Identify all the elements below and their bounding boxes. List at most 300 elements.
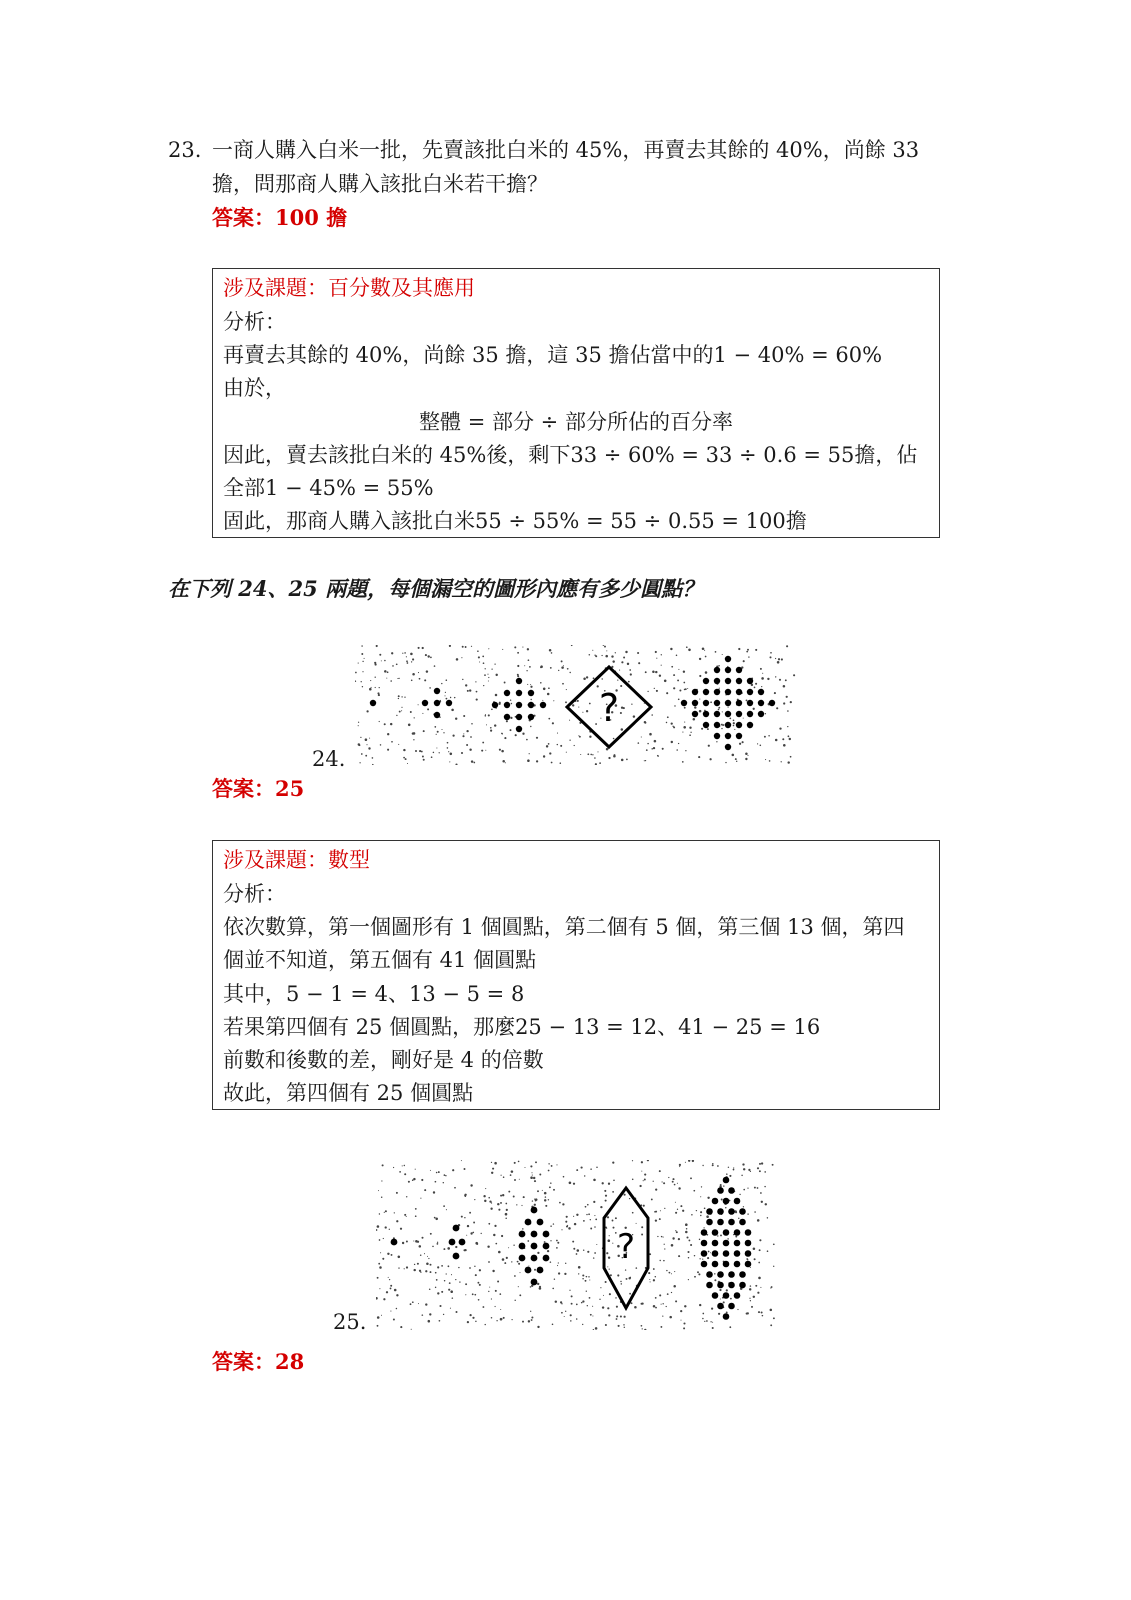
- speckle-noise: [508, 1191, 510, 1193]
- speckle-noise: [499, 1293, 501, 1295]
- speckle-noise: [697, 1271, 699, 1273]
- speckle-noise: [743, 660, 745, 662]
- speckle-noise: [655, 1276, 656, 1277]
- speckle-noise: [441, 683, 442, 684]
- speckle-noise: [450, 1308, 451, 1309]
- speckle-noise: [533, 1177, 535, 1179]
- speckle-noise: [588, 1276, 589, 1277]
- speckle-noise: [679, 689, 681, 691]
- speckle-noise: [589, 1297, 591, 1299]
- speckle-noise: [702, 1165, 703, 1166]
- dot: [703, 700, 709, 706]
- speckle-noise: [758, 1311, 760, 1313]
- speckle-noise: [362, 671, 363, 672]
- speckle-noise: [519, 1272, 520, 1273]
- speckle-noise: [444, 695, 445, 696]
- speckle-noise: [467, 690, 469, 692]
- speckle-noise: [437, 1292, 439, 1294]
- speckle-noise: [659, 675, 661, 677]
- speckle-noise: [376, 1229, 377, 1231]
- speckle-noise: [743, 1168, 745, 1170]
- speckle-noise: [382, 1258, 384, 1260]
- speckle-noise: [462, 679, 463, 680]
- speckle-noise: [748, 1169, 750, 1171]
- speckle-noise: [465, 1283, 467, 1285]
- speckle-noise: [399, 711, 401, 713]
- speckle-noise: [588, 1213, 590, 1215]
- speckle-noise: [448, 751, 449, 752]
- dot: [728, 1208, 735, 1215]
- speckle-noise: [542, 700, 543, 701]
- speckle-noise: [568, 1227, 571, 1230]
- speckle-noise: [708, 1251, 710, 1253]
- speckle-noise: [452, 734, 454, 736]
- speckle-noise: [655, 671, 657, 673]
- speckle-noise: [456, 658, 459, 661]
- speckle-noise: [544, 1199, 546, 1201]
- speckle-noise: [458, 1267, 459, 1268]
- speckle-noise: [556, 1247, 558, 1249]
- speckle-noise: [677, 679, 679, 681]
- speckle-noise: [361, 753, 363, 755]
- speckle-noise: [384, 670, 387, 673]
- speckle-noise: [607, 1216, 609, 1218]
- speckle-noise: [405, 758, 407, 760]
- speckle-noise: [757, 1219, 760, 1222]
- speckle-noise: [448, 1289, 450, 1291]
- speckle-noise: [513, 1196, 515, 1198]
- speckle-noise: [615, 652, 616, 653]
- speckle-noise: [737, 1309, 738, 1310]
- dot: [701, 1261, 708, 1268]
- speckle-noise: [729, 1175, 731, 1177]
- speckle-noise: [375, 687, 376, 688]
- dot: [739, 1282, 746, 1289]
- speckle-noise: [625, 1269, 626, 1270]
- speckle-noise: [711, 1308, 713, 1310]
- speckle-noise: [606, 1252, 608, 1254]
- speckle-noise: [666, 692, 668, 694]
- speckle-noise: [429, 1289, 431, 1291]
- speckle-noise: [390, 1311, 391, 1312]
- speckle-noise: [425, 1303, 427, 1305]
- speckle-noise: [449, 1282, 451, 1284]
- speckle-noise: [639, 1185, 641, 1187]
- speckle-noise: [704, 1321, 705, 1322]
- speckle-noise: [528, 1320, 530, 1322]
- speckle-noise: [548, 1163, 549, 1164]
- speckle-noise: [683, 671, 685, 673]
- speckle-noise: [786, 696, 788, 698]
- speckle-noise: [783, 744, 786, 747]
- speckle-noise: [615, 1217, 617, 1219]
- speckle-noise: [422, 1314, 424, 1316]
- speckle-noise: [561, 1312, 563, 1314]
- speckle-noise: [563, 1176, 565, 1178]
- speckle-noise: [693, 718, 696, 721]
- speckle-noise: [620, 685, 622, 687]
- speckle-noise: [439, 752, 440, 753]
- speckle-noise: [624, 1194, 626, 1196]
- speckle-noise: [511, 1170, 514, 1173]
- speckle-noise: [716, 741, 717, 742]
- speckle-noise: [494, 1162, 497, 1165]
- speckle-noise: [710, 701, 712, 703]
- speckle-noise: [361, 681, 362, 682]
- speckle-noise: [660, 1326, 662, 1328]
- speckle-noise: [590, 1314, 592, 1316]
- speckle-noise: [487, 1245, 489, 1247]
- speckle-noise: [590, 1228, 592, 1230]
- speckle-noise: [534, 1204, 536, 1206]
- speckle-noise: [723, 724, 725, 726]
- speckle-noise: [519, 1294, 521, 1296]
- speckle-noise: [617, 1274, 619, 1276]
- speckle-noise: [366, 744, 367, 745]
- speckle-noise: [491, 708, 493, 710]
- speckle-noise: [677, 1183, 678, 1184]
- speckle-noise: [578, 707, 579, 708]
- speckle-noise: [473, 1222, 475, 1224]
- speckle-noise: [398, 698, 399, 699]
- speckle-noise: [702, 647, 705, 650]
- speckle-noise: [371, 687, 372, 688]
- speckle-noise: [571, 645, 573, 646]
- speckle-noise: [396, 1192, 398, 1194]
- speckle-noise: [427, 1256, 428, 1257]
- speckle-noise: [605, 1200, 607, 1202]
- dot: [728, 1187, 735, 1194]
- speckle-noise: [682, 732, 683, 733]
- speckle-noise: [699, 710, 702, 713]
- speckle-noise: [680, 1310, 682, 1312]
- speckle-noise: [498, 1251, 501, 1254]
- speckle-noise: [747, 755, 748, 756]
- speckle-noise: [576, 1253, 578, 1255]
- speckle-noise: [400, 1228, 402, 1230]
- dot: [723, 1250, 730, 1257]
- speckle-noise: [437, 1266, 439, 1268]
- speckle-noise: [455, 1279, 456, 1280]
- speckle-noise: [494, 724, 496, 726]
- speckle-noise: [738, 648, 740, 650]
- speckle-noise: [535, 1161, 537, 1163]
- speckle-noise: [761, 1162, 763, 1164]
- speckle-noise: [571, 1295, 573, 1297]
- speckle-noise: [553, 700, 554, 701]
- speckle-noise: [529, 666, 531, 668]
- speckle-noise: [621, 759, 624, 762]
- speckle-noise: [576, 1169, 578, 1171]
- speckle-noise: [723, 1185, 724, 1186]
- speckle-noise: [465, 684, 467, 686]
- speckle-noise: [488, 1261, 490, 1263]
- speckle-noise: [401, 696, 402, 697]
- speckle-noise: [663, 1182, 665, 1184]
- speckle-noise: [592, 1315, 593, 1316]
- speckle-noise: [452, 1169, 454, 1171]
- speckle-noise: [455, 718, 457, 720]
- speckle-noise: [651, 1198, 653, 1200]
- speckle-noise: [593, 677, 595, 679]
- speckle-noise: [449, 761, 450, 762]
- speckle-noise: [685, 1231, 688, 1234]
- speckle-noise: [379, 687, 380, 688]
- speckle-noise: [582, 1300, 584, 1302]
- speckle-noise: [633, 715, 635, 717]
- speckle-noise: [759, 1249, 761, 1251]
- speckle-noise: [495, 1243, 497, 1245]
- speckle-noise: [654, 688, 655, 689]
- speckle-noise: [787, 761, 789, 763]
- speckle-noise: [743, 1189, 745, 1191]
- speckle-noise: [489, 1200, 491, 1202]
- speckle-noise: [518, 1161, 520, 1163]
- speckle-noise: [762, 1315, 764, 1317]
- speckle-noise: [544, 1192, 547, 1195]
- speckle-noise: [471, 723, 473, 725]
- speckle-noise: [590, 1219, 591, 1220]
- speckle-noise: [421, 1179, 423, 1181]
- speckle-noise: [582, 1324, 583, 1325]
- speckle-noise: [668, 1177, 669, 1178]
- dot: [728, 1271, 735, 1278]
- dot: [712, 1261, 719, 1268]
- speckle-noise: [455, 764, 457, 765]
- speckle-noise: [491, 1162, 492, 1163]
- speckle-noise: [684, 689, 686, 691]
- speckle-noise: [424, 1189, 426, 1191]
- speckle-noise: [550, 667, 552, 669]
- speckle-noise: [662, 748, 664, 750]
- speckle-noise: [597, 751, 598, 752]
- speckle-noise: [516, 1204, 517, 1205]
- speckle-noise: [391, 1254, 393, 1256]
- dot: [723, 1198, 730, 1205]
- speckle-noise: [712, 1322, 713, 1323]
- question-23-analysis-box: [212, 268, 940, 538]
- speckle-noise: [592, 754, 593, 755]
- speckle-noise: [768, 735, 770, 737]
- speckle-noise: [702, 1313, 704, 1315]
- speckle-noise: [397, 678, 398, 679]
- speckle-noise: [606, 748, 609, 751]
- speckle-noise: [620, 1315, 622, 1317]
- speckle-noise: [556, 1164, 557, 1165]
- speckle-noise: [396, 663, 398, 665]
- speckle-noise: [466, 730, 468, 732]
- speckle-noise: [601, 678, 602, 679]
- speckle-noise: [532, 1200, 533, 1201]
- speckle-noise: [571, 1303, 573, 1305]
- speckle-noise: [510, 729, 512, 731]
- speckle-noise: [485, 750, 486, 751]
- speckle-noise: [437, 1242, 438, 1243]
- speckle-noise: [769, 760, 771, 762]
- speckle-noise: [530, 1165, 532, 1167]
- speckle-noise: [545, 1196, 546, 1197]
- speckle-noise: [699, 1304, 701, 1306]
- speckle-noise: [743, 718, 744, 719]
- speckle-noise: [754, 1258, 756, 1260]
- speckle-noise: [621, 728, 624, 731]
- speckle-noise: [659, 1260, 660, 1261]
- speckle-noise: [398, 1256, 401, 1259]
- speckle-noise: [783, 702, 785, 704]
- dot: [734, 1250, 741, 1257]
- speckle-noise: [759, 1163, 761, 1165]
- speckle-noise: [770, 1309, 773, 1312]
- speckle-noise: [540, 682, 542, 684]
- speckle-noise: [727, 1238, 729, 1240]
- speckle-noise: [484, 674, 486, 676]
- dot: [692, 711, 698, 717]
- speckle-noise: [526, 739, 528, 741]
- speckle-noise: [368, 747, 370, 749]
- speckle-noise: [644, 1179, 646, 1181]
- dot: [714, 689, 720, 695]
- speckle-noise: [750, 1285, 751, 1286]
- speckle-noise: [423, 730, 425, 732]
- speckle-noise: [572, 1241, 574, 1243]
- speckle-noise: [750, 1171, 751, 1172]
- speckle-noise: [569, 1182, 572, 1185]
- speckle-noise: [474, 1199, 475, 1200]
- speckle-noise: [534, 1269, 536, 1271]
- speckle-noise: [666, 1270, 667, 1271]
- speckle-noise: [765, 1203, 767, 1205]
- speckle-noise: [767, 1250, 769, 1252]
- speckle-noise: [742, 741, 744, 743]
- speckle-noise: [531, 1172, 532, 1173]
- speckle-noise: [475, 681, 476, 682]
- speckle-noise: [436, 1279, 438, 1281]
- speckle-noise: [419, 1245, 422, 1248]
- dot: [717, 1303, 724, 1310]
- speckle-noise: [698, 1273, 700, 1275]
- speckle-noise: [672, 1237, 674, 1239]
- dot: [734, 1198, 741, 1205]
- speckle-noise: [684, 722, 685, 723]
- speckle-noise: [694, 1276, 696, 1278]
- speckle-noise: [434, 726, 436, 728]
- speckle-noise: [672, 1181, 674, 1183]
- speckle-noise: [617, 680, 618, 681]
- speckle-noise: [593, 1201, 595, 1203]
- speckle-noise: [653, 747, 655, 749]
- dot: [725, 667, 731, 673]
- speckle-noise: [605, 1324, 607, 1326]
- speckle-noise: [403, 749, 405, 751]
- speckle-noise: [530, 726, 531, 727]
- speckle-noise: [753, 1296, 755, 1298]
- speckle-noise: [690, 1244, 692, 1246]
- speckle-noise: [671, 1244, 674, 1247]
- speckle-noise: [761, 677, 764, 680]
- speckle-noise: [490, 730, 492, 732]
- speckle-noise: [361, 653, 363, 655]
- speckle-noise: [626, 1278, 628, 1280]
- speckle-noise: [547, 1250, 549, 1252]
- speckle-noise: [621, 707, 623, 709]
- speckle-noise: [603, 645, 605, 646]
- speckle-noise: [478, 656, 480, 658]
- speckle-noise: [609, 1235, 610, 1236]
- speckle-noise: [590, 754, 592, 756]
- speckle-noise: [461, 657, 462, 658]
- speckle-noise: [676, 1231, 678, 1233]
- speckle-noise: [439, 1320, 441, 1322]
- speckle-noise: [565, 1311, 566, 1312]
- speckle-noise: [673, 1285, 676, 1288]
- speckle-noise: [746, 1313, 748, 1315]
- speckle-noise: [707, 1197, 709, 1199]
- speckle-noise: [441, 729, 442, 730]
- speckle-noise: [531, 1319, 533, 1321]
- speckle-noise: [391, 741, 393, 743]
- speckle-noise: [521, 1205, 522, 1206]
- speckle-noise: [517, 1261, 519, 1263]
- speckle-noise: [605, 655, 608, 658]
- speckle-noise: [522, 1321, 524, 1323]
- speckle-noise: [641, 1226, 643, 1228]
- question-24-analysis-box: [212, 840, 940, 1110]
- speckle-noise: [726, 1289, 728, 1291]
- speckle-noise: [599, 1299, 600, 1300]
- speckle-noise: [649, 733, 652, 736]
- speckle-noise: [385, 1210, 387, 1212]
- dot: [747, 689, 753, 695]
- speckle-noise: [511, 1319, 512, 1320]
- speckle-noise: [663, 1237, 664, 1238]
- speckle-noise: [399, 1171, 401, 1173]
- speckle-noise: [412, 1301, 414, 1303]
- speckle-noise: [407, 662, 409, 664]
- speckle-noise: [430, 1170, 431, 1171]
- speckle-noise: [406, 660, 408, 662]
- speckle-noise: [761, 1201, 763, 1203]
- speckle-noise: [582, 1274, 584, 1276]
- speckle-noise: [557, 1242, 559, 1244]
- speckle-noise: [535, 1198, 538, 1201]
- speckle-noise: [700, 1215, 701, 1216]
- speckle-noise: [443, 1182, 444, 1183]
- speckle-noise: [398, 695, 400, 697]
- speckle-noise: [530, 686, 532, 688]
- dot: [728, 1303, 735, 1310]
- speckle-noise: [686, 1228, 688, 1230]
- speckle-noise: [672, 1178, 674, 1180]
- speckle-noise: [647, 1160, 649, 1161]
- speckle-noise: [589, 703, 591, 705]
- speckle-noise: [758, 1277, 761, 1280]
- speckle-noise: [502, 649, 503, 650]
- speckle-noise: [435, 1181, 437, 1183]
- speckle-noise: [558, 670, 559, 671]
- speckle-noise: [408, 1181, 410, 1183]
- speckle-noise: [517, 665, 519, 667]
- dot: [747, 711, 753, 717]
- dot: [736, 711, 742, 717]
- speckle-noise: [412, 658, 414, 660]
- speckle-noise: [667, 716, 669, 718]
- speckle-noise: [585, 1280, 587, 1282]
- speckle-noise: [471, 646, 472, 647]
- speckle-noise: [594, 1226, 596, 1228]
- speckle-noise: [566, 1216, 568, 1218]
- speckle-noise: [614, 754, 616, 756]
- speckle-noise: [678, 1187, 680, 1189]
